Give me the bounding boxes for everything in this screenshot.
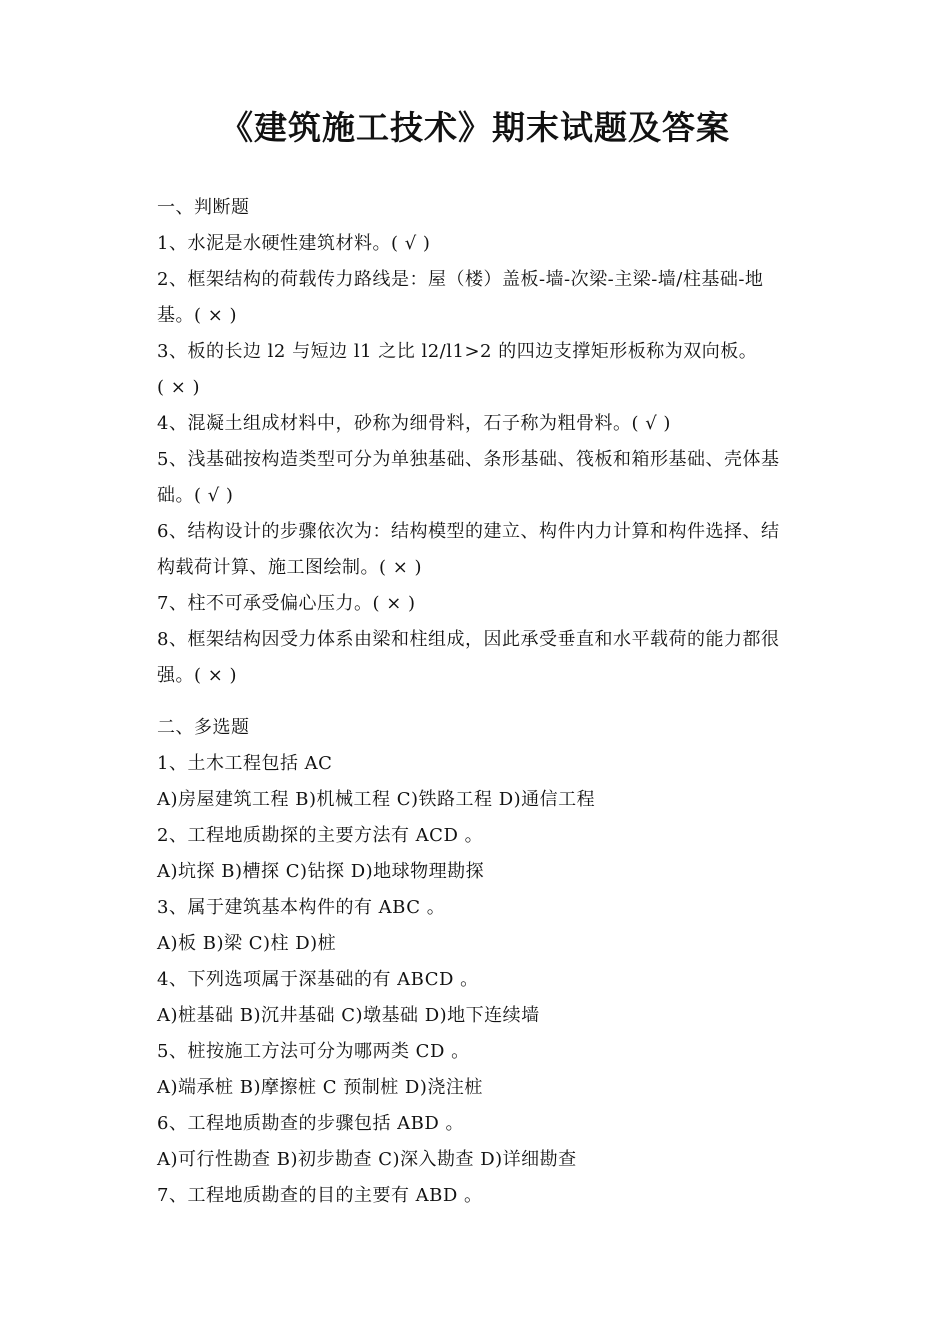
multiple-choice-section (157, 710, 807, 1214)
question-line: 5、桩按施工方法可分为哪两类 CD 。 (157, 1041, 470, 1062)
option-line: A)端承桩 B)摩擦桩 C 预制桩 D)浇注桩 (157, 1077, 483, 1098)
question-line: 7、工程地质勘查的目的主要有 ABD 。 (157, 1185, 483, 1206)
question-line: 4、混凝土组成材料中，砂称为细骨料，石子称为粗骨料。( √ ) (157, 413, 671, 434)
question-line: 6、工程地质勘查的步骤包括 ABD 。 (157, 1113, 465, 1134)
question-line: 2、框架结构的荷载传力路线是：屋（楼）盖板-墙-次梁-主梁-墙/柱基础-地 (157, 269, 764, 290)
true-false-section (157, 190, 807, 694)
question-line: 4、下列选项属于深基础的有 ABCD 。 (157, 969, 479, 990)
question-line: 1、水泥是水硬性建筑材料。( √ ) (157, 233, 431, 254)
section-heading: 二、多选题 (157, 717, 250, 738)
question-line: 1、土木工程包括 AC (157, 753, 333, 774)
option-line: A)房屋建筑工程 B)机械工程 C)铁路工程 D)通信工程 (157, 789, 596, 810)
question-line: 础。( √ ) (157, 485, 234, 506)
option-line: A)板 B)梁 C)柱 D)桩 (157, 933, 337, 954)
question-line: ( × ) (157, 377, 201, 398)
document-title: 《建筑施工技术》期末试题及答案 (220, 108, 730, 147)
question-line: 2、工程地质勘探的主要方法有 ACD 。 (157, 825, 484, 846)
question-line: 6、结构设计的步骤依次为：结构模型的建立、构件内力计算和构件选择、结 (157, 521, 780, 542)
question-line: 3、板的长边 l2 与短边 l1 之比 l2/l1>2 的四边支撑矩形板称为双向板。 (157, 341, 758, 362)
question-line: 强。( × ) (157, 665, 238, 686)
question-line: 5、浅基础按构造类型可分为单独基础、条形基础、筏板和箱形基础、壳体基 (157, 449, 780, 470)
option-line: A)坑探 B)槽探 C)钻探 D)地球物理勘探 (157, 861, 485, 882)
question-line: 基。( × ) (157, 305, 238, 326)
option-line: A)可行性勘查 B)初步勘查 C)深入勘查 D)详细勘查 (157, 1149, 577, 1170)
question-line: 3、属于建筑基本构件的有 ABC 。 (157, 897, 446, 918)
question-line: 7、柱不可承受偏心压力。( × ) (157, 593, 416, 614)
question-line: 构载荷计算、施工图绘制。( × ) (157, 557, 423, 578)
question-line: 8、框架结构因受力体系由梁和柱组成，因此承受垂直和水平载荷的能力都很 (157, 629, 780, 650)
option-line: A)桩基础 B)沉井基础 C)墩基础 D)地下连续墙 (157, 1005, 540, 1026)
section-heading: 一、判断题 (157, 197, 250, 218)
